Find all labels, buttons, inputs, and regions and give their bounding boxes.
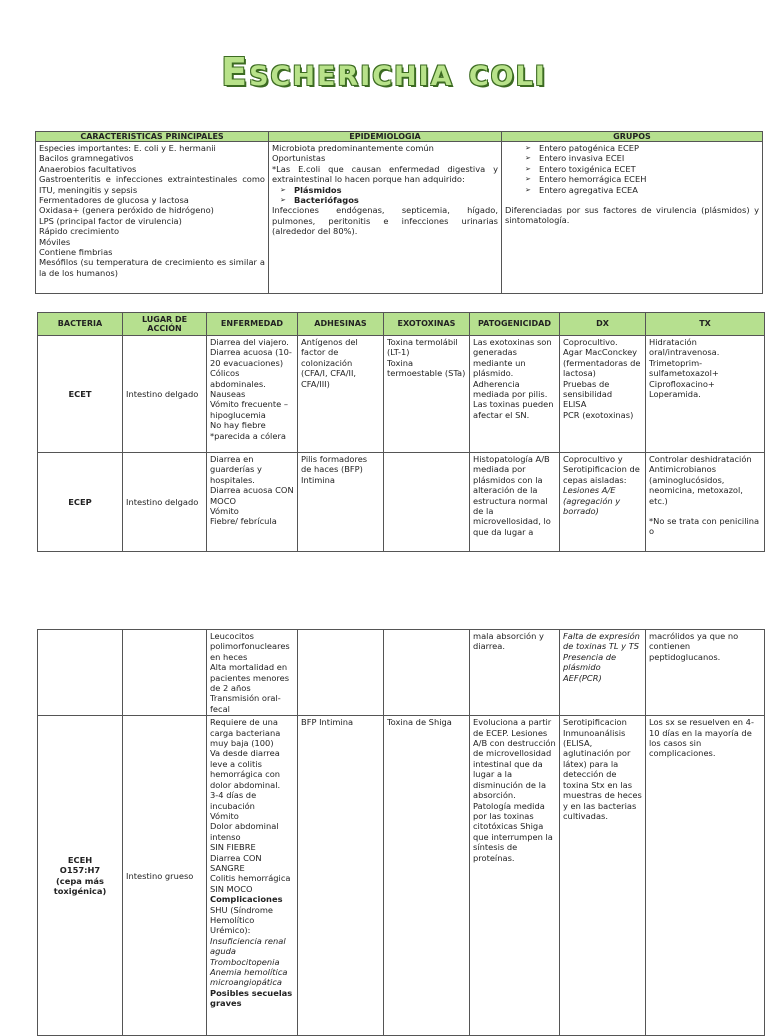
text-line: Toxina termoestable (STa) bbox=[387, 357, 466, 379]
text-line: Bacilos gramnegativos bbox=[39, 153, 134, 164]
bacteria-cell: ECET bbox=[38, 336, 123, 453]
acquired-list bbox=[272, 185, 498, 206]
enfermedad-cell bbox=[207, 453, 298, 552]
header-enfermedad: ENFERMEDAD bbox=[207, 313, 298, 336]
dx-cell bbox=[560, 453, 646, 552]
table-row bbox=[38, 630, 765, 716]
bacteria-table bbox=[37, 312, 765, 552]
text-line: Microbiota predominantemente común bbox=[272, 143, 434, 153]
lugar-cell: Intestino delgado bbox=[123, 336, 207, 453]
text-line: Trimetoprim-sulfametoxazol+ Ciprofloxacino+ Loperamida. bbox=[649, 357, 719, 400]
text-line: Transmisión oral-fecal bbox=[210, 693, 281, 714]
header-dx: DX bbox=[560, 313, 646, 336]
text-line: Oportunistas bbox=[272, 153, 326, 164]
text-line: Hidratación oral/intravenosa. bbox=[649, 337, 720, 358]
enfermedad-cell bbox=[207, 716, 298, 1036]
patogenicidad-cell: mala absorción y diarrea. bbox=[470, 630, 560, 716]
text-line: Va desde diarrea leve a colitis hemorrágica con dolor abdominal. bbox=[210, 748, 281, 790]
list-item: ➢ Entero hemorrágica ECEH bbox=[517, 174, 759, 184]
tx-cell: Los sx se resuelven en 4-10 días en la mayoría de los casos sin complicaciones. bbox=[646, 716, 765, 1036]
exotoxinas-cell bbox=[384, 453, 470, 552]
bacteria-table-continued bbox=[37, 629, 765, 1036]
text-line: SHU (Síndrome Hemolítico Urémico): bbox=[210, 904, 274, 936]
exotoxinas-cell: Toxina de Shiga bbox=[384, 716, 470, 1036]
text-line: Móviles bbox=[39, 236, 71, 247]
bacteria-cell bbox=[38, 716, 123, 1036]
text-line: Vómito frecuente – hipoglucemia bbox=[210, 399, 289, 420]
adhesinas-cell: Antígenos del factor de colonización (CFA/I, CFA/II, CFA/III) bbox=[298, 336, 384, 453]
enfermedad-cell bbox=[207, 336, 298, 453]
header-exotoxinas: EXOTOXINAS bbox=[384, 313, 470, 336]
text-line: Rápido crecimiento bbox=[39, 226, 120, 237]
header-adhesinas: ADHESINAS bbox=[298, 313, 384, 336]
dx-cell: Serotipificacion Inmunoanálisis (ELISA, aglutinación por látex) para la detección de toxina Stx en las muestras de heces y en las bacterias cultivadas. bbox=[560, 716, 646, 1036]
text-line: Diarrea del viajero. bbox=[210, 337, 289, 347]
adhesinas-cell: BFP Intimina bbox=[298, 716, 384, 1036]
list-item: ➢ Entero patogénica ECEP bbox=[517, 143, 759, 153]
text-line: Nauseas bbox=[210, 389, 246, 400]
header-tx: TX bbox=[646, 313, 765, 336]
adhesinas-cell: Pilis formadores de haces (BFP) Intimina bbox=[298, 453, 384, 552]
text-line: Antimicrobianos (aminoglucósidos, neomicina, metoxazol, etc.) bbox=[649, 464, 743, 506]
lugar-cell: Intestino delgado bbox=[123, 453, 207, 552]
caracteristicas-cell bbox=[36, 142, 269, 294]
text-line: Dolor abdominal intenso bbox=[210, 821, 279, 842]
patogenicidad-cell: Las exotoxinas son generadas mediante un plásmido. Adherencia mediada por pilis. Las toxinas pueden afectar el SN. bbox=[470, 336, 560, 453]
text-line: Pruebas de sensibilidad bbox=[563, 378, 613, 400]
text-line: (cepa más toxigénica) bbox=[53, 875, 107, 897]
adhesinas-cell bbox=[298, 630, 384, 716]
text-line: Toxina termolábil (LT-1) bbox=[387, 337, 458, 358]
table-row bbox=[38, 453, 765, 552]
text-line: SIN FIEBRE bbox=[210, 842, 256, 853]
list-item: ➢ Entero invasiva ECEI bbox=[517, 153, 759, 163]
page-title: Escherichia coli bbox=[221, 50, 547, 94]
text-line: Alta mortalidad en pacientes menores de 2 años bbox=[210, 662, 290, 694]
text-line: Diarrea acuosa (10-20 evacuaciones) bbox=[210, 347, 292, 368]
table-row bbox=[38, 336, 765, 453]
text-line: No hay fiebre bbox=[210, 420, 266, 431]
dx-cell: Falta de expresión de toxinas TL y TS Presencia de plásmido AEF(PCR) bbox=[560, 630, 646, 716]
tx-cell bbox=[646, 453, 765, 552]
text-line: Fiebre/ febrícula bbox=[210, 516, 277, 527]
text-line: ECEH bbox=[67, 854, 93, 865]
list-item: ➢ Entero agregativa ECEA bbox=[517, 185, 759, 195]
text-line: PCR (exotoxinas) bbox=[563, 409, 634, 420]
exotoxinas-cell bbox=[384, 336, 470, 453]
text-line: Requiere de una carga bacteriana muy baja (100) bbox=[210, 717, 281, 749]
text-line: *Las E.coli que causan enfermedad digestiva y extraintestinal lo hacen porque han adquirido: bbox=[272, 163, 498, 185]
text-line: Insuficiencia renal aguda bbox=[210, 935, 286, 957]
header-epidemiologia: EPIDEMIOLOGIA bbox=[269, 132, 502, 142]
text-line: LPS (principal factor de virulencia) bbox=[39, 215, 182, 226]
text-line: Agar MacConckey (fermentadoras de lactosa) bbox=[563, 347, 641, 379]
header-lugar: LUGAR DE ACCIÓN bbox=[123, 313, 207, 336]
text-line: Leucocitos polimorfonucleares en heces bbox=[210, 631, 290, 662]
text-line: Diferenciadas por sus factores de virulencia (plásmidos) y sintomatología. bbox=[505, 205, 759, 226]
text-line: Infecciones endógenas, septicemia, hígado, pulmones, peritonitis e infecciones urinarias (alrededor del 80%). bbox=[272, 205, 498, 237]
text-line: Especies importantes: E. coli y E. hermanii bbox=[39, 143, 216, 153]
table-row bbox=[38, 716, 765, 1036]
summary-table bbox=[35, 131, 763, 294]
text-line: Diarrea en guarderías y hospitales. bbox=[210, 454, 262, 485]
patogenicidad-cell: Histopatología A/B mediada por plásmidos con la alteración de la estructura normal de la microvellosidad, lo que da lugar a bbox=[470, 453, 560, 552]
text-line: Mesófilos (su temperatura de crecimiento es similar a la de los humanos) bbox=[39, 257, 265, 278]
text-line: Vómito bbox=[210, 810, 239, 821]
text-line: Contiene fimbrias bbox=[39, 247, 113, 258]
patogenicidad-cell: Evoluciona a partir de ECEP. Lesiones A/B con destrucción de microvellosidad intestinal que da lugar a la disminución de la absorción. Patología medida por las toxinas citotóxicas Shiga que interrumpen la síntesis de proteínas. bbox=[470, 716, 560, 1036]
text-line: Diarrea acuosa CON MOCO bbox=[210, 485, 294, 506]
text-line: O157:H7 bbox=[59, 865, 101, 876]
text-line: Anemia hemolítica microangiopática bbox=[210, 967, 288, 988]
lugar-cell: Intestino grueso bbox=[123, 716, 207, 1036]
tx-cell: macrólidos ya que no contienen peptidoglucanos. bbox=[646, 630, 765, 716]
text-line: Controlar deshidratación bbox=[649, 454, 752, 464]
text-line: Lesiones A/E (agregación y borrado) bbox=[563, 485, 621, 517]
enfermedad-cell bbox=[207, 630, 298, 716]
text-line: *parecida a cólera bbox=[210, 430, 286, 441]
groups-list bbox=[505, 143, 759, 195]
header-bacteria: BACTERIA bbox=[38, 313, 123, 336]
text-line: Oxidasa+ (genera peróxido de hidrógeno) bbox=[39, 205, 214, 216]
header-grupos: GRUPOS bbox=[502, 132, 763, 142]
epidemiologia-cell bbox=[269, 142, 502, 294]
list-item: ➢ Bacteriófagos bbox=[272, 195, 498, 205]
lugar-cell bbox=[123, 630, 207, 716]
text-line: Colitis hemorrágica SIN MOCO bbox=[210, 873, 291, 894]
text-line: Trombocitopenia bbox=[210, 956, 280, 967]
header-caracteristicas: CARACTERISTICAS PRINCIPALES bbox=[36, 132, 269, 142]
text-line: Complicaciones bbox=[210, 894, 283, 905]
text-line: Gastroenteritis e infecciones extraintestinales como ITU, meningitis y sepsis bbox=[39, 174, 265, 195]
text-line: Coprocultivo. bbox=[563, 337, 618, 347]
text-line: Cólicos abdominales. bbox=[210, 368, 266, 389]
list-item: ➢ Entero toxigénica ECET bbox=[517, 164, 759, 174]
text-line: Anaerobios facultativos bbox=[39, 163, 137, 174]
header-patogenicidad: PATOGENICIDAD bbox=[470, 313, 560, 336]
text-line: Vómito bbox=[210, 506, 239, 517]
text-line: Posibles secuelas graves bbox=[210, 987, 293, 1009]
text-line: 3-4 días de incubación bbox=[210, 790, 257, 811]
text-line: ELISA bbox=[563, 399, 587, 410]
dx-cell bbox=[560, 336, 646, 453]
bacteria-cell bbox=[38, 630, 123, 716]
grupos-cell bbox=[502, 142, 763, 294]
text-line: Diarrea CON SANGRE bbox=[210, 852, 262, 873]
text-line: *No se trata con penicilina o bbox=[649, 516, 760, 537]
bacteria-cell: ECEP bbox=[38, 453, 123, 552]
exotoxinas-cell bbox=[384, 630, 470, 716]
list-item: ➢ Plásmidos bbox=[272, 185, 498, 195]
text-line: Fermentadores de glucosa y lactosa bbox=[39, 195, 189, 206]
tx-cell bbox=[646, 336, 765, 453]
text-line: Coprocultivo y Serotipificacion de cepas aisladas: bbox=[563, 454, 640, 485]
